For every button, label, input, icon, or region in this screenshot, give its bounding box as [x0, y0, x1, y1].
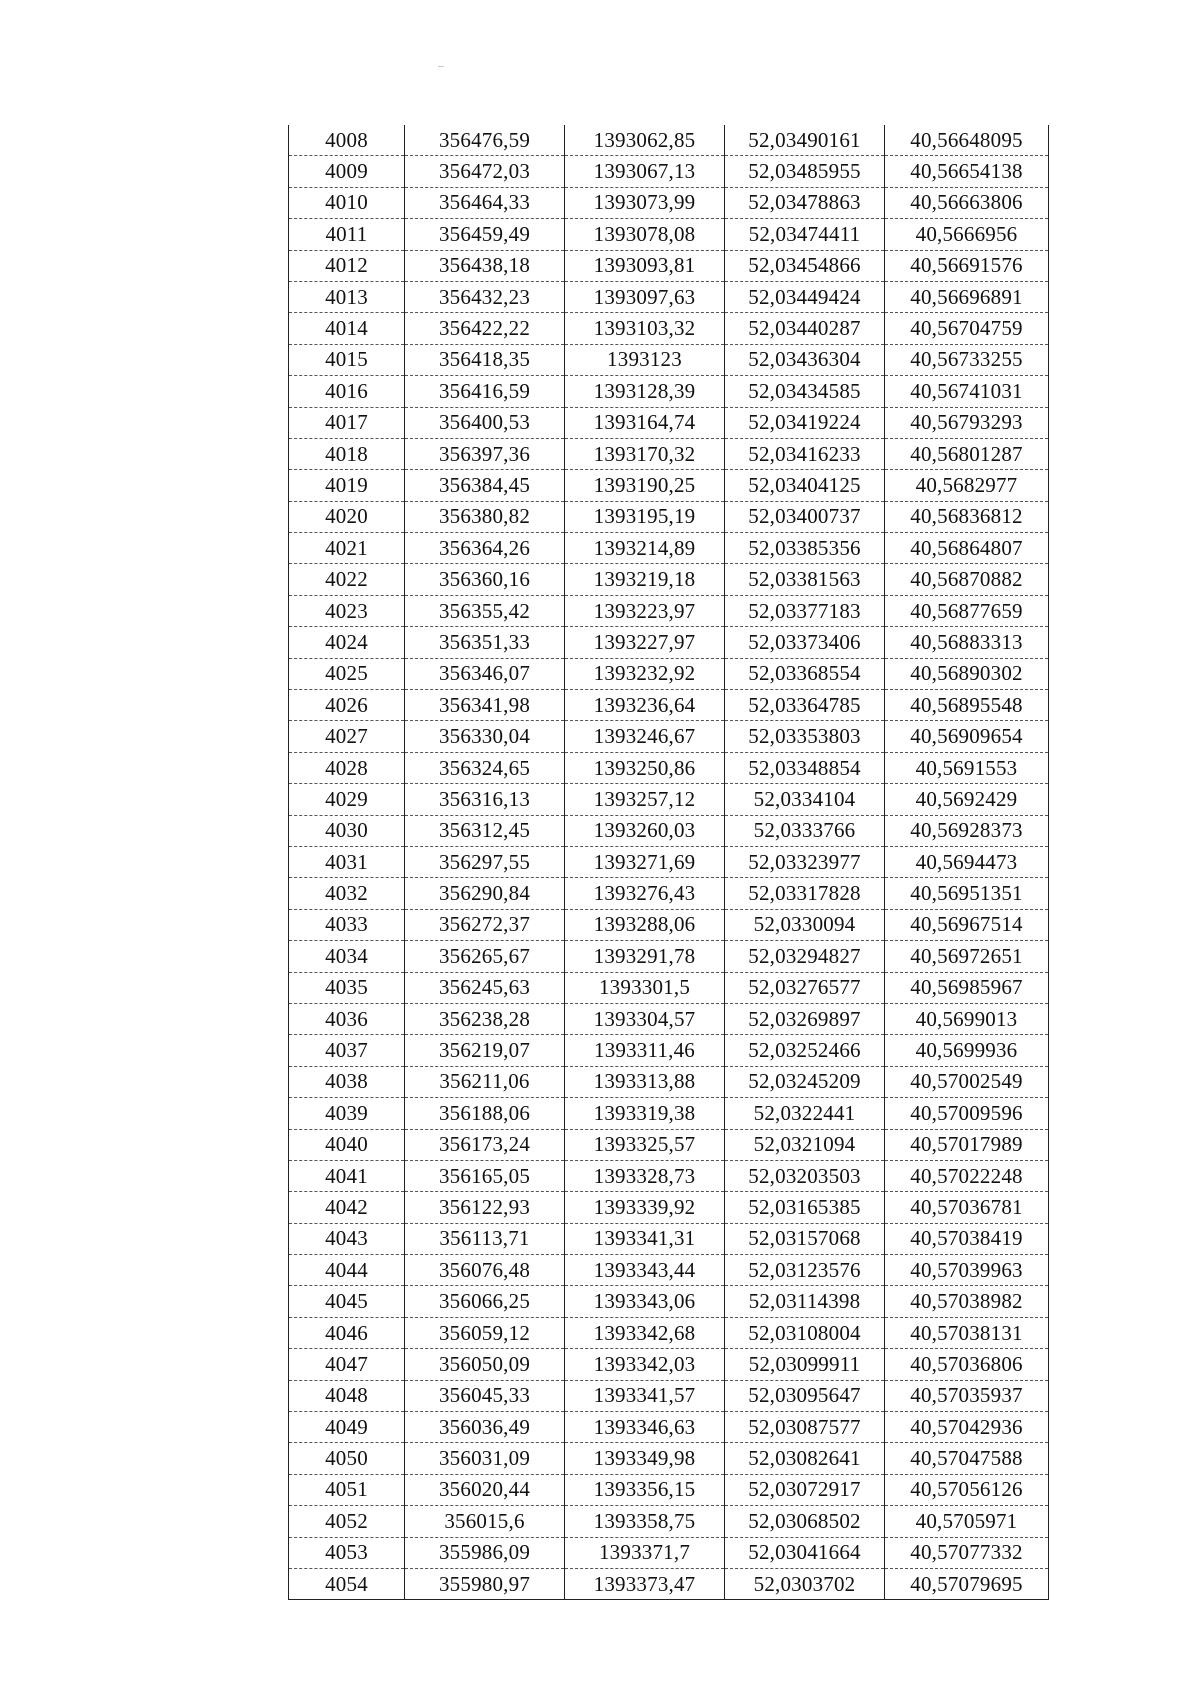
longitude-cell: 40,57056126 — [885, 1474, 1049, 1505]
longitude-cell: 40,57079695 — [885, 1568, 1049, 1599]
y-coordinate-cell: 1393257,12 — [565, 784, 725, 815]
table-row — [289, 187, 1049, 218]
longitude-cell: 40,56663806 — [885, 187, 1049, 218]
point-number-cell: 4037 — [289, 1035, 405, 1066]
y-coordinate-cell: 1393250,86 — [565, 752, 725, 783]
table-row — [289, 784, 1049, 815]
point-number-cell: 4048 — [289, 1380, 405, 1411]
table-row — [289, 1349, 1049, 1380]
x-coordinate-cell: 356066,25 — [405, 1286, 565, 1317]
point-number-cell: 4009 — [289, 156, 405, 187]
table-row — [289, 344, 1049, 375]
y-coordinate-cell: 1393342,03 — [565, 1349, 725, 1380]
latitude-cell: 52,03434585 — [725, 376, 885, 407]
x-coordinate-cell: 356380,82 — [405, 501, 565, 532]
x-coordinate-cell: 356238,28 — [405, 1003, 565, 1034]
latitude-cell: 52,03400737 — [725, 501, 885, 532]
table-row — [289, 909, 1049, 940]
x-coordinate-cell: 356351,33 — [405, 627, 565, 658]
y-coordinate-cell: 1393062,85 — [565, 125, 725, 156]
x-coordinate-cell: 356265,67 — [405, 941, 565, 972]
table-row — [289, 1066, 1049, 1097]
point-number-cell: 4031 — [289, 846, 405, 877]
longitude-cell: 40,57042936 — [885, 1412, 1049, 1443]
point-number-cell: 4027 — [289, 721, 405, 752]
point-number-cell: 4042 — [289, 1192, 405, 1223]
y-coordinate-cell: 1393093,81 — [565, 250, 725, 281]
y-coordinate-cell: 1393358,75 — [565, 1506, 725, 1537]
coordinates-table — [288, 125, 1049, 1600]
latitude-cell: 52,03123576 — [725, 1255, 885, 1286]
longitude-cell: 40,5694473 — [885, 846, 1049, 877]
point-number-cell: 4043 — [289, 1223, 405, 1254]
latitude-cell: 52,03373406 — [725, 627, 885, 658]
longitude-cell: 40,57038131 — [885, 1317, 1049, 1348]
y-coordinate-cell: 1393341,31 — [565, 1223, 725, 1254]
table-row — [289, 941, 1049, 972]
latitude-cell: 52,03099911 — [725, 1349, 885, 1380]
point-number-cell: 4050 — [289, 1443, 405, 1474]
latitude-cell: 52,03203503 — [725, 1160, 885, 1191]
latitude-cell: 52,03436304 — [725, 344, 885, 375]
latitude-cell: 52,03416233 — [725, 438, 885, 469]
x-coordinate-cell: 356173,24 — [405, 1129, 565, 1160]
y-coordinate-cell: 1393356,15 — [565, 1474, 725, 1505]
x-coordinate-cell: 356324,65 — [405, 752, 565, 783]
point-number-cell: 4040 — [289, 1129, 405, 1160]
point-number-cell: 4025 — [289, 658, 405, 689]
longitude-cell: 40,56909654 — [885, 721, 1049, 752]
table-row — [289, 595, 1049, 626]
latitude-cell: 52,03454866 — [725, 250, 885, 281]
table-row — [289, 752, 1049, 783]
longitude-cell: 40,56864807 — [885, 533, 1049, 564]
x-coordinate-cell: 356245,63 — [405, 972, 565, 1003]
x-coordinate-cell: 356346,07 — [405, 658, 565, 689]
point-number-cell: 4053 — [289, 1537, 405, 1568]
x-coordinate-cell: 356015,6 — [405, 1506, 565, 1537]
latitude-cell: 52,03449424 — [725, 281, 885, 312]
x-coordinate-cell: 356438,18 — [405, 250, 565, 281]
latitude-cell: 52,0322441 — [725, 1098, 885, 1129]
table-row — [289, 1003, 1049, 1034]
latitude-cell: 52,03068502 — [725, 1506, 885, 1537]
x-coordinate-cell: 356400,53 — [405, 407, 565, 438]
latitude-cell: 52,03165385 — [725, 1192, 885, 1223]
table-row — [289, 501, 1049, 532]
longitude-cell: 40,57022248 — [885, 1160, 1049, 1191]
table-row — [289, 1506, 1049, 1537]
point-number-cell: 4013 — [289, 281, 405, 312]
x-coordinate-cell: 356045,33 — [405, 1380, 565, 1411]
longitude-cell: 40,56883313 — [885, 627, 1049, 658]
table-row — [289, 1035, 1049, 1066]
point-number-cell: 4021 — [289, 533, 405, 564]
longitude-cell: 40,57047588 — [885, 1443, 1049, 1474]
y-coordinate-cell: 1393078,08 — [565, 219, 725, 250]
latitude-cell: 52,03353803 — [725, 721, 885, 752]
longitude-cell: 40,57002549 — [885, 1066, 1049, 1097]
x-coordinate-cell: 356050,09 — [405, 1349, 565, 1380]
point-number-cell: 4034 — [289, 941, 405, 972]
point-number-cell: 4044 — [289, 1255, 405, 1286]
latitude-cell: 52,03269897 — [725, 1003, 885, 1034]
table-row — [289, 281, 1049, 312]
longitude-cell: 40,57036806 — [885, 1349, 1049, 1380]
longitude-cell: 40,57017989 — [885, 1129, 1049, 1160]
longitude-cell: 40,5682977 — [885, 470, 1049, 501]
latitude-cell: 52,03364785 — [725, 690, 885, 721]
y-coordinate-cell: 1393271,69 — [565, 846, 725, 877]
latitude-cell: 52,03294827 — [725, 941, 885, 972]
table-row — [289, 156, 1049, 187]
table-row — [289, 1317, 1049, 1348]
x-coordinate-cell: 356422,22 — [405, 313, 565, 344]
table-row — [289, 125, 1049, 156]
scan-speck — [438, 66, 444, 67]
latitude-cell: 52,03082641 — [725, 1443, 885, 1474]
latitude-cell: 52,03317828 — [725, 878, 885, 909]
y-coordinate-cell: 1393123 — [565, 344, 725, 375]
x-coordinate-cell: 356360,16 — [405, 564, 565, 595]
table-row — [289, 219, 1049, 250]
longitude-cell: 40,56648095 — [885, 125, 1049, 156]
point-number-cell: 4017 — [289, 407, 405, 438]
longitude-cell: 40,5699936 — [885, 1035, 1049, 1066]
latitude-cell: 52,03114398 — [725, 1286, 885, 1317]
table-row — [289, 846, 1049, 877]
table-row — [289, 627, 1049, 658]
point-number-cell: 4041 — [289, 1160, 405, 1191]
longitude-cell: 40,57035937 — [885, 1380, 1049, 1411]
table-row — [289, 1255, 1049, 1286]
table-row — [289, 1443, 1049, 1474]
y-coordinate-cell: 1393103,32 — [565, 313, 725, 344]
latitude-cell: 52,03323977 — [725, 846, 885, 877]
y-coordinate-cell: 1393128,39 — [565, 376, 725, 407]
point-number-cell: 4046 — [289, 1317, 405, 1348]
y-coordinate-cell: 1393301,5 — [565, 972, 725, 1003]
longitude-cell: 40,56793293 — [885, 407, 1049, 438]
y-coordinate-cell: 1393236,64 — [565, 690, 725, 721]
table-row — [289, 533, 1049, 564]
table-row — [289, 1474, 1049, 1505]
point-number-cell: 4020 — [289, 501, 405, 532]
x-coordinate-cell: 356341,98 — [405, 690, 565, 721]
longitude-cell: 40,57009596 — [885, 1098, 1049, 1129]
table-row — [289, 470, 1049, 501]
table-row — [289, 564, 1049, 595]
x-coordinate-cell: 356290,84 — [405, 878, 565, 909]
y-coordinate-cell: 1393223,97 — [565, 595, 725, 626]
x-coordinate-cell: 356330,04 — [405, 721, 565, 752]
table-row — [289, 1537, 1049, 1568]
y-coordinate-cell: 1393349,98 — [565, 1443, 725, 1474]
latitude-cell: 52,0333766 — [725, 815, 885, 846]
latitude-cell: 52,03385356 — [725, 533, 885, 564]
point-number-cell: 4019 — [289, 470, 405, 501]
point-number-cell: 4015 — [289, 344, 405, 375]
longitude-cell: 40,56985967 — [885, 972, 1049, 1003]
table-row — [289, 438, 1049, 469]
table-row — [289, 972, 1049, 1003]
x-coordinate-cell: 356416,59 — [405, 376, 565, 407]
x-coordinate-cell: 356312,45 — [405, 815, 565, 846]
x-coordinate-cell: 356076,48 — [405, 1255, 565, 1286]
latitude-cell: 52,03245209 — [725, 1066, 885, 1097]
y-coordinate-cell: 1393164,74 — [565, 407, 725, 438]
y-coordinate-cell: 1393227,97 — [565, 627, 725, 658]
point-number-cell: 4024 — [289, 627, 405, 658]
y-coordinate-cell: 1393342,68 — [565, 1317, 725, 1348]
y-coordinate-cell: 1393219,18 — [565, 564, 725, 595]
point-number-cell: 4023 — [289, 595, 405, 626]
point-number-cell: 4035 — [289, 972, 405, 1003]
x-coordinate-cell: 356165,05 — [405, 1160, 565, 1191]
latitude-cell: 52,0330094 — [725, 909, 885, 940]
table-row — [289, 690, 1049, 721]
latitude-cell: 52,03490161 — [725, 125, 885, 156]
x-coordinate-cell: 356297,55 — [405, 846, 565, 877]
longitude-cell: 40,56801287 — [885, 438, 1049, 469]
longitude-cell: 40,57038419 — [885, 1223, 1049, 1254]
table-row — [289, 658, 1049, 689]
longitude-cell: 40,56696891 — [885, 281, 1049, 312]
latitude-cell: 52,03095647 — [725, 1380, 885, 1411]
table-row — [289, 721, 1049, 752]
point-number-cell: 4012 — [289, 250, 405, 281]
coordinates-table-wrapper — [288, 125, 1048, 1600]
y-coordinate-cell: 1393232,92 — [565, 658, 725, 689]
table-row — [289, 376, 1049, 407]
point-number-cell: 4054 — [289, 1568, 405, 1599]
longitude-cell: 40,57038982 — [885, 1286, 1049, 1317]
y-coordinate-cell: 1393339,92 — [565, 1192, 725, 1223]
point-number-cell: 4028 — [289, 752, 405, 783]
point-number-cell: 4011 — [289, 219, 405, 250]
point-number-cell: 4008 — [289, 125, 405, 156]
point-number-cell: 4033 — [289, 909, 405, 940]
x-coordinate-cell: 356397,36 — [405, 438, 565, 469]
longitude-cell: 40,5699013 — [885, 1003, 1049, 1034]
y-coordinate-cell: 1393313,88 — [565, 1066, 725, 1097]
point-number-cell: 4052 — [289, 1506, 405, 1537]
table-row — [289, 1412, 1049, 1443]
x-coordinate-cell: 356432,23 — [405, 281, 565, 312]
longitude-cell: 40,56704759 — [885, 313, 1049, 344]
x-coordinate-cell: 356113,71 — [405, 1223, 565, 1254]
longitude-cell: 40,56951351 — [885, 878, 1049, 909]
latitude-cell: 52,03377183 — [725, 595, 885, 626]
y-coordinate-cell: 1393343,44 — [565, 1255, 725, 1286]
longitude-cell: 40,5692429 — [885, 784, 1049, 815]
latitude-cell: 52,03348854 — [725, 752, 885, 783]
latitude-cell: 52,03368554 — [725, 658, 885, 689]
longitude-cell: 40,56733255 — [885, 344, 1049, 375]
latitude-cell: 52,03041664 — [725, 1537, 885, 1568]
x-coordinate-cell: 356355,42 — [405, 595, 565, 626]
point-number-cell: 4045 — [289, 1286, 405, 1317]
latitude-cell: 52,03157068 — [725, 1223, 885, 1254]
table-row — [289, 250, 1049, 281]
x-coordinate-cell: 355986,09 — [405, 1537, 565, 1568]
y-coordinate-cell: 1393341,57 — [565, 1380, 725, 1411]
table-row — [289, 1129, 1049, 1160]
y-coordinate-cell: 1393190,25 — [565, 470, 725, 501]
point-number-cell: 4047 — [289, 1349, 405, 1380]
longitude-cell: 40,5705971 — [885, 1506, 1049, 1537]
x-coordinate-cell: 356476,59 — [405, 125, 565, 156]
x-coordinate-cell: 356384,45 — [405, 470, 565, 501]
x-coordinate-cell: 356211,06 — [405, 1066, 565, 1097]
point-number-cell: 4026 — [289, 690, 405, 721]
y-coordinate-cell: 1393373,47 — [565, 1568, 725, 1599]
y-coordinate-cell: 1393304,57 — [565, 1003, 725, 1034]
longitude-cell: 40,56890302 — [885, 658, 1049, 689]
latitude-cell: 52,03276577 — [725, 972, 885, 1003]
y-coordinate-cell: 1393328,73 — [565, 1160, 725, 1191]
x-coordinate-cell: 356031,09 — [405, 1443, 565, 1474]
table-row — [289, 313, 1049, 344]
latitude-cell: 52,03381563 — [725, 564, 885, 595]
longitude-cell: 40,5691553 — [885, 752, 1049, 783]
longitude-cell: 40,56895548 — [885, 690, 1049, 721]
longitude-cell: 40,56928373 — [885, 815, 1049, 846]
longitude-cell: 40,56870882 — [885, 564, 1049, 595]
latitude-cell: 52,03072917 — [725, 1474, 885, 1505]
point-number-cell: 4014 — [289, 313, 405, 344]
point-number-cell: 4030 — [289, 815, 405, 846]
y-coordinate-cell: 1393097,63 — [565, 281, 725, 312]
point-number-cell: 4049 — [289, 1412, 405, 1443]
y-coordinate-cell: 1393346,63 — [565, 1412, 725, 1443]
longitude-cell: 40,56967514 — [885, 909, 1049, 940]
y-coordinate-cell: 1393067,13 — [565, 156, 725, 187]
x-coordinate-cell: 356059,12 — [405, 1317, 565, 1348]
x-coordinate-cell: 356020,44 — [405, 1474, 565, 1505]
x-coordinate-cell: 356472,03 — [405, 156, 565, 187]
table-row — [289, 1160, 1049, 1191]
table-row — [289, 878, 1049, 909]
latitude-cell: 52,03419224 — [725, 407, 885, 438]
x-coordinate-cell: 356036,49 — [405, 1412, 565, 1443]
y-coordinate-cell: 1393288,06 — [565, 909, 725, 940]
point-number-cell: 4018 — [289, 438, 405, 469]
y-coordinate-cell: 1393371,7 — [565, 1537, 725, 1568]
y-coordinate-cell: 1393170,32 — [565, 438, 725, 469]
longitude-cell: 40,57036781 — [885, 1192, 1049, 1223]
latitude-cell: 52,03485955 — [725, 156, 885, 187]
x-coordinate-cell: 356418,35 — [405, 344, 565, 375]
longitude-cell: 40,56654138 — [885, 156, 1049, 187]
y-coordinate-cell: 1393073,99 — [565, 187, 725, 218]
point-number-cell: 4016 — [289, 376, 405, 407]
y-coordinate-cell: 1393260,03 — [565, 815, 725, 846]
longitude-cell: 40,56691576 — [885, 250, 1049, 281]
coordinates-table-body — [289, 125, 1049, 1600]
latitude-cell: 52,03404125 — [725, 470, 885, 501]
point-number-cell: 4010 — [289, 187, 405, 218]
longitude-cell: 40,56836812 — [885, 501, 1049, 532]
x-coordinate-cell: 356459,49 — [405, 219, 565, 250]
y-coordinate-cell: 1393276,43 — [565, 878, 725, 909]
point-number-cell: 4036 — [289, 1003, 405, 1034]
latitude-cell: 52,03252466 — [725, 1035, 885, 1066]
y-coordinate-cell: 1393214,89 — [565, 533, 725, 564]
x-coordinate-cell: 356364,26 — [405, 533, 565, 564]
table-row — [289, 1380, 1049, 1411]
x-coordinate-cell: 356316,13 — [405, 784, 565, 815]
y-coordinate-cell: 1393325,57 — [565, 1129, 725, 1160]
point-number-cell: 4032 — [289, 878, 405, 909]
latitude-cell: 52,03108004 — [725, 1317, 885, 1348]
latitude-cell: 52,0321094 — [725, 1129, 885, 1160]
x-coordinate-cell: 356122,93 — [405, 1192, 565, 1223]
latitude-cell: 52,03478863 — [725, 187, 885, 218]
latitude-cell: 52,03440287 — [725, 313, 885, 344]
y-coordinate-cell: 1393319,38 — [565, 1098, 725, 1129]
point-number-cell: 4038 — [289, 1066, 405, 1097]
y-coordinate-cell: 1393195,19 — [565, 501, 725, 532]
x-coordinate-cell: 355980,97 — [405, 1568, 565, 1599]
y-coordinate-cell: 1393311,46 — [565, 1035, 725, 1066]
table-row — [289, 815, 1049, 846]
x-coordinate-cell: 356464,33 — [405, 187, 565, 218]
table-row — [289, 1098, 1049, 1129]
x-coordinate-cell: 356219,07 — [405, 1035, 565, 1066]
table-row — [289, 1223, 1049, 1254]
point-number-cell: 4022 — [289, 564, 405, 595]
latitude-cell: 52,0334104 — [725, 784, 885, 815]
longitude-cell: 40,5666956 — [885, 219, 1049, 250]
longitude-cell: 40,57039963 — [885, 1255, 1049, 1286]
longitude-cell: 40,57077332 — [885, 1537, 1049, 1568]
latitude-cell: 52,03474411 — [725, 219, 885, 250]
table-row — [289, 407, 1049, 438]
longitude-cell: 40,56877659 — [885, 595, 1049, 626]
point-number-cell: 4051 — [289, 1474, 405, 1505]
latitude-cell: 52,0303702 — [725, 1568, 885, 1599]
table-row — [289, 1568, 1049, 1599]
point-number-cell: 4029 — [289, 784, 405, 815]
longitude-cell: 40,56741031 — [885, 376, 1049, 407]
latitude-cell: 52,03087577 — [725, 1412, 885, 1443]
x-coordinate-cell: 356272,37 — [405, 909, 565, 940]
table-row — [289, 1286, 1049, 1317]
table-row — [289, 1192, 1049, 1223]
y-coordinate-cell: 1393246,67 — [565, 721, 725, 752]
x-coordinate-cell: 356188,06 — [405, 1098, 565, 1129]
y-coordinate-cell: 1393343,06 — [565, 1286, 725, 1317]
point-number-cell: 4039 — [289, 1098, 405, 1129]
y-coordinate-cell: 1393291,78 — [565, 941, 725, 972]
longitude-cell: 40,56972651 — [885, 941, 1049, 972]
